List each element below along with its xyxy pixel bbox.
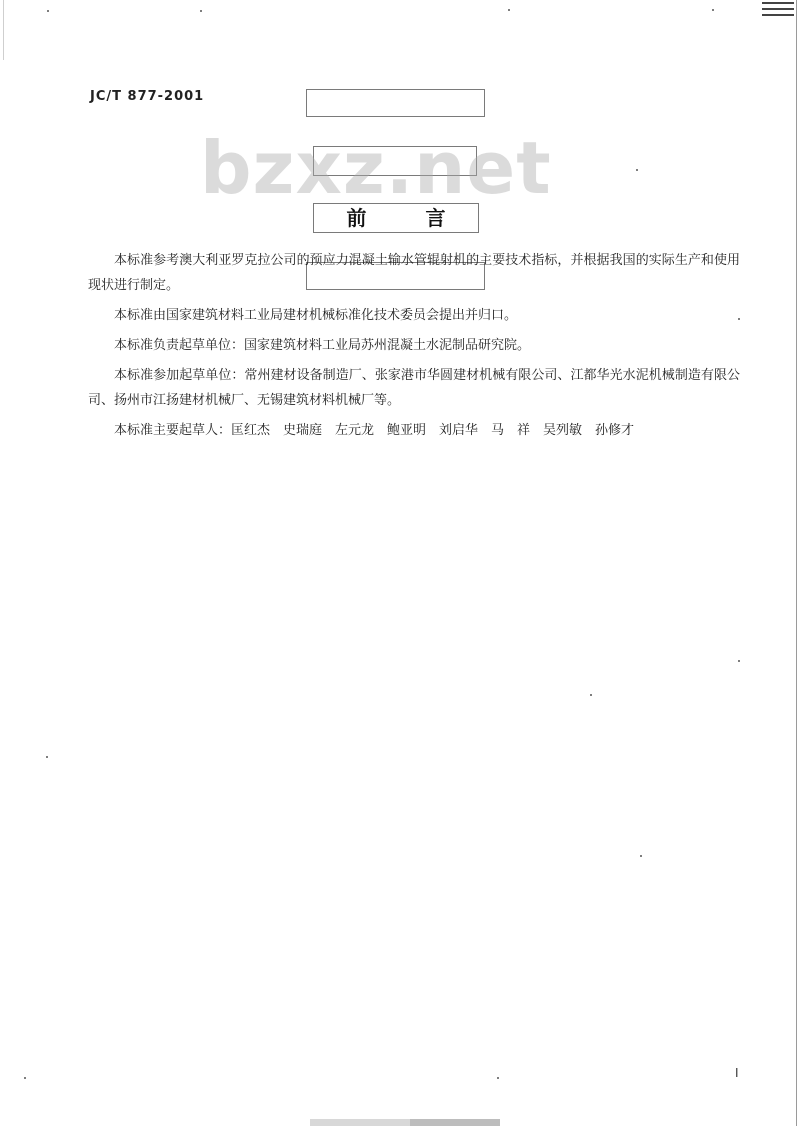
- paragraph: 本标准由国家建筑材料工业局建材机械标准化技术委员会提出并归口。: [114, 308, 518, 323]
- watermark: bzxz.net: [200, 126, 552, 210]
- section-heading: 前 言: [346, 206, 472, 230]
- scan-bottom-strip: [410, 1119, 500, 1126]
- paragraph: 本标准参考澳大利亚罗克拉公司的预应力混凝土输水管辊射机的主要技术指标，并根据我国的实际生产和使用现状进行制定。: [88, 253, 740, 293]
- redaction-box: [306, 89, 485, 117]
- scan-edge-right: [796, 0, 797, 1126]
- paragraph: 本标准主要起草人：匡红杰 史瑞庭 左元龙 鲍亚明 刘启华 马 祥 吴列敏 孙修才: [114, 423, 635, 438]
- scan-speck: [200, 10, 202, 12]
- scan-speck: [24, 1077, 26, 1079]
- page-number: I: [735, 1066, 739, 1080]
- standard-code: JC/T 877-2001: [90, 89, 205, 104]
- scan-speck: [636, 169, 638, 171]
- scan-speck: [590, 694, 592, 696]
- paragraph: 本标准负责起草单位：国家建筑材料工业局苏州混凝土水泥制品研究院。: [114, 338, 531, 353]
- paragraph: 本标准参加起草单位：常州建材设备制造厂、张家港市华圆建材机械有限公司、江都华光水泥机械制造有限公司、扬州市江扬建材机械厂、无锡建筑材料机械厂等。: [88, 368, 740, 408]
- scan-speck: [46, 756, 48, 758]
- scan-speck: [640, 855, 642, 857]
- scan-edge-left: [3, 0, 4, 60]
- scan-speck: [508, 9, 510, 11]
- scan-speck: [47, 10, 49, 12]
- scan-speck: [738, 660, 740, 662]
- scan-speck: [497, 1077, 499, 1079]
- foreword-body: [88, 248, 740, 443]
- corner-scan-mark: [762, 2, 794, 22]
- scan-speck: [712, 9, 714, 11]
